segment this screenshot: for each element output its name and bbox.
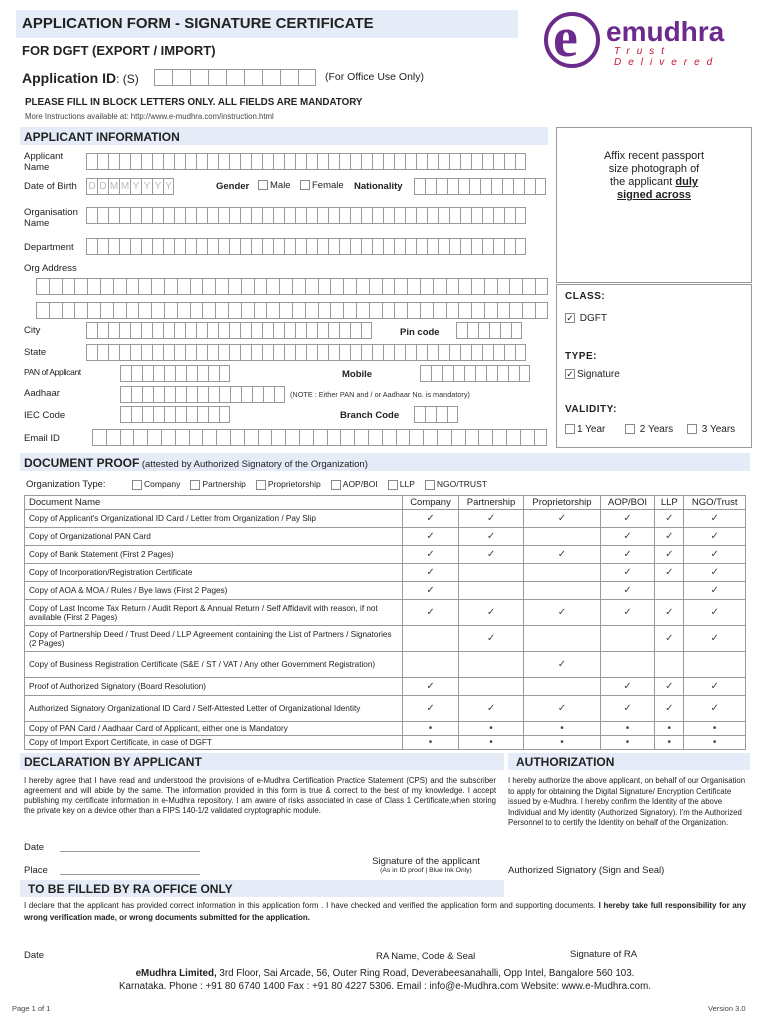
- requirement-mark: [524, 626, 601, 652]
- docproof-heading: DOCUMENT PROOF (attested by Authorized Signatory of the Organization): [24, 456, 368, 470]
- class-label: CLASS:: [565, 291, 606, 302]
- requirement-mark: ✓: [684, 626, 746, 652]
- org-type-label: NGO/TRUST: [436, 479, 487, 489]
- mobile-label: Mobile: [342, 369, 373, 380]
- requirement-mark: [655, 652, 684, 678]
- department-label: Department: [24, 242, 74, 253]
- document-name: Copy of Applicant's Organizational ID Card / Letter from Organization / Pay Slip: [25, 510, 403, 528]
- org-type-checkbox[interactable]: [256, 480, 266, 490]
- requirement-mark: ✓: [524, 600, 601, 626]
- requirement-mark: ✓: [655, 564, 684, 582]
- org-name-grid[interactable]: [86, 207, 526, 224]
- logo-tagline: Trust Delivered: [614, 46, 720, 68]
- document-name: Copy of Partnership Deed / Trust Deed / LLP Agreement containing the List of Partners / Signatories (2 Pages): [25, 626, 403, 652]
- document-name: Proof of Authorized Signatory (Board Resolution): [25, 678, 403, 696]
- type-label: TYPE:: [565, 351, 597, 362]
- ra-signature-label[interactable]: Signature of RA: [570, 949, 638, 960]
- requirement-mark: •: [655, 722, 684, 736]
- requirement-mark: •: [459, 736, 524, 750]
- document-name: Copy of Incorporation/Registration Certificate: [25, 564, 403, 582]
- requirement-mark: ✓: [600, 600, 654, 626]
- table-row: [25, 722, 746, 736]
- org-type-company[interactable]: [132, 479, 180, 490]
- male-checkbox[interactable]: [258, 180, 268, 190]
- org-type-label: AOP/BOI: [342, 479, 378, 489]
- validity-2yr[interactable]: 2 Years: [625, 424, 673, 435]
- org-type-label: Partnership: [202, 479, 246, 489]
- requirement-mark: ✓: [459, 626, 524, 652]
- nationality-label: Nationality: [354, 181, 403, 192]
- ra-name-label[interactable]: RA Name, Code & Seal: [376, 951, 476, 962]
- org-type-checkbox[interactable]: [388, 480, 398, 490]
- version-label: Version 3.0: [708, 1004, 746, 1013]
- requirement-mark: [459, 582, 524, 600]
- requirement-mark: ✓: [600, 696, 654, 722]
- requirement-mark: ✓: [600, 528, 654, 546]
- city-label: City: [24, 325, 41, 336]
- dob-cell[interactable]: Y: [130, 178, 141, 195]
- requirement-mark: ✓: [684, 564, 746, 582]
- requirement-mark: ✓: [459, 696, 524, 722]
- requirement-mark: ✓: [403, 600, 459, 626]
- org-type-proprietorship[interactable]: [256, 479, 321, 490]
- email-label: Email ID: [24, 433, 60, 444]
- org-type-label: LLP: [399, 479, 415, 489]
- ra-date-label: Date: [24, 950, 45, 961]
- requirement-mark: ✓: [459, 600, 524, 626]
- table-row: [25, 582, 746, 600]
- col-header: Proprietorship: [524, 496, 601, 510]
- authorization-heading: AUTHORIZATION: [516, 755, 615, 769]
- requirement-mark: ✓: [600, 564, 654, 582]
- requirement-mark: ✓: [684, 678, 746, 696]
- declaration-heading: DECLARATION BY APPLICANT: [24, 755, 202, 769]
- applicant-name-label: Applicant Name: [24, 151, 64, 173]
- instruction-main: PLEASE FILL IN BLOCK LETTERS ONLY. ALL FIELDS ARE MANDATORY: [25, 97, 363, 108]
- aadhaar-label: Aadhaar: [24, 388, 60, 399]
- branch-label: Branch Code: [340, 410, 400, 421]
- city-grid[interactable]: [86, 322, 372, 339]
- declaration-place-label: Place: [24, 865, 48, 876]
- requirement-mark: [459, 678, 524, 696]
- requirement-mark: ✓: [403, 528, 459, 546]
- col-header: Document Name: [25, 496, 403, 510]
- requirement-mark: ✓: [459, 510, 524, 528]
- requirement-mark: ✓: [524, 652, 601, 678]
- table-row: [25, 736, 746, 750]
- document-table: [24, 495, 746, 750]
- document-name: Copy of Bank Statement (First 2 Pages): [25, 546, 403, 564]
- requirement-mark: ✓: [403, 696, 459, 722]
- dob-cell[interactable]: Y: [163, 178, 174, 195]
- pin-grid[interactable]: [456, 322, 522, 339]
- requirement-mark: ✓: [524, 546, 601, 564]
- document-name: Copy of PAN Card / Aadhaar Card of Applicant, either one is Mandatory: [25, 722, 403, 736]
- ra-declaration-text: I declare that the applicant has provided correct information in this application form . I have checked and verified the application form and supporting documents. I hereby take full responsibility for any wrong verification made, or wrong documents submitted for the application.: [24, 901, 746, 922]
- requirement-mark: ✓: [655, 626, 684, 652]
- requirement-mark: [524, 564, 601, 582]
- col-header: AOP/BOI: [600, 496, 654, 510]
- page-number: Page 1 of 1: [12, 1004, 51, 1013]
- authorized-signatory-label[interactable]: Authorized Signatory (Sign and Seal): [508, 865, 665, 876]
- table-row: [25, 696, 746, 722]
- table-row: [25, 626, 746, 652]
- requirement-mark: ✓: [524, 696, 601, 722]
- table-row: [25, 564, 746, 582]
- requirement-mark: ✓: [403, 510, 459, 528]
- requirement-mark: •: [600, 736, 654, 750]
- org-address-label: Org Address: [24, 263, 77, 274]
- dob-cell[interactable]: M: [119, 178, 130, 195]
- gender-label: Gender: [216, 181, 250, 192]
- gender-female-option[interactable]: Female: [300, 180, 344, 191]
- requirement-mark: ✓: [684, 600, 746, 626]
- requirement-mark: ✓: [684, 528, 746, 546]
- requirement-mark: [600, 652, 654, 678]
- emudhra-logo-icon: e: [544, 12, 600, 68]
- photo-box[interactable]: Affix recent passport size photograph of the applicant duly signed across: [556, 127, 752, 283]
- logo-wordmark: emudhra: [606, 16, 725, 47]
- requirement-mark: ✓: [403, 546, 459, 564]
- instruction-link[interactable]: More Instructions available at: http://www.e-mudhra.com/instruction.html: [25, 112, 274, 121]
- dob-cell[interactable]: D: [97, 178, 108, 195]
- table-row: [25, 528, 746, 546]
- state-label: State: [24, 347, 47, 358]
- form-subtitle: FOR DGFT (EXPORT / IMPORT): [22, 43, 216, 58]
- application-id-grid[interactable]: [154, 69, 316, 86]
- state-grid[interactable]: [86, 344, 526, 361]
- nationality-grid[interactable]: [414, 178, 546, 195]
- requirement-mark: ✓: [684, 510, 746, 528]
- footer-address: eMudhra Limited, 3rd Floor, Sai Arcade, 56, Outer Ring Road, Deverabeesanahalli, Opp Intel, Bangalore 560 103. Karnataka. Phone : +91 80 6740 1400 Fax : +91 80 4227 5306. Email : info@e-Mudhra.com Website: www.e-Mudhra.com.: [118, 968, 652, 992]
- org-type-checkbox[interactable]: [425, 480, 435, 490]
- org-type-label: Organization Type:: [26, 479, 106, 490]
- requirement-mark: ✓: [655, 510, 684, 528]
- dob-grid[interactable]: [86, 178, 174, 195]
- table-row: [25, 546, 746, 564]
- validity-3yr-checkbox[interactable]: [687, 424, 697, 434]
- requirement-mark: ✓: [684, 696, 746, 722]
- requirement-mark: ✓: [655, 528, 684, 546]
- requirement-mark: ✓: [403, 582, 459, 600]
- pan-grid[interactable]: [120, 365, 230, 382]
- email-grid[interactable]: [92, 429, 547, 446]
- dob-cell[interactable]: Y: [152, 178, 163, 195]
- org-type-ngotrust[interactable]: [425, 479, 487, 490]
- iec-grid[interactable]: [120, 406, 230, 423]
- applicant-signature-area[interactable]: Signature of the applicant (As in ID proof | Blue Ink Only): [372, 856, 480, 874]
- requirement-mark: •: [655, 736, 684, 750]
- requirement-mark: ✓: [600, 582, 654, 600]
- validity-1yr[interactable]: 1 Year: [565, 424, 605, 435]
- requirement-mark: [524, 528, 601, 546]
- requirement-mark: •: [684, 736, 746, 750]
- requirement-mark: •: [524, 722, 601, 736]
- date-line[interactable]: [60, 851, 200, 852]
- requirement-mark: ✓: [600, 510, 654, 528]
- applicant-heading: APPLICANT INFORMATION: [24, 130, 180, 144]
- requirement-mark: [524, 678, 601, 696]
- pin-label: Pin code: [400, 327, 440, 338]
- place-line[interactable]: [60, 874, 200, 875]
- document-name: Copy of Import Export Certificate, in case of DGFT: [25, 736, 403, 750]
- requirement-mark: [403, 626, 459, 652]
- col-header: Company: [403, 496, 459, 510]
- office-use-note: (For Office Use Only): [325, 71, 424, 83]
- requirement-mark: [600, 626, 654, 652]
- requirement-mark: [655, 582, 684, 600]
- col-header: LLP: [655, 496, 684, 510]
- aadhaar-note: (NOTE : Either PAN and / or Aadhaar No. is mandatory): [290, 390, 470, 399]
- col-header: Partnership: [459, 496, 524, 510]
- form-title: APPLICATION FORM - SIGNATURE CERTIFICATE: [22, 15, 374, 32]
- branch-grid[interactable]: [414, 406, 458, 423]
- requirement-mark: •: [524, 736, 601, 750]
- validity-label: VALIDITY:: [565, 404, 617, 415]
- requirement-mark: [459, 564, 524, 582]
- org-name-label: Organisation Name: [24, 207, 78, 229]
- address-grid-2[interactable]: [36, 302, 548, 319]
- application-id-label: Application ID: (S): [22, 70, 139, 86]
- org-type-aopboi[interactable]: [331, 479, 378, 490]
- org-type-options: [132, 479, 487, 490]
- document-name: Copy of Business Registration Certificate (S&E / ST / VAT / Any other Government Registration): [25, 652, 403, 678]
- class-dgft-option[interactable]: ✓ DGFT: [566, 313, 607, 324]
- class-box: [556, 284, 752, 448]
- requirement-mark: ✓: [600, 546, 654, 564]
- requirement-mark: ✓: [600, 678, 654, 696]
- table-row: [25, 652, 746, 678]
- requirement-mark: ✓: [655, 678, 684, 696]
- table-row: [25, 678, 746, 696]
- validity-2yr-checkbox[interactable]: [625, 424, 635, 434]
- dob-cell[interactable]: D: [86, 178, 97, 195]
- col-header: NGO/Trust: [684, 496, 746, 510]
- requirement-mark: ✓: [459, 528, 524, 546]
- authorization-text: I hereby authorize the above applicant, on behalf of our Organisation to apply for obtaining the Digital Signature/ Encryption Certificate issued by e-Mudhra. I hereby confirm the Identity of the above Individual and My identity (Authorized Signatory). I'm the Authorized Personnel to to certify the Identity on behalf of the Organization.: [508, 776, 746, 827]
- requirement-mark: ✓: [403, 564, 459, 582]
- requirement-mark: ✓: [684, 546, 746, 564]
- declaration-text: I hereby agree that I have read and understood the provisions of e-Mudhra Certification Practice Statement (CPS) and the subscriber agreement and will abide by the same. The information provided in this form is true & correct to the best of my knowledge. I accept publishing my certificate information in e-Mudhra repository. I am aware of risks associated in case of Class 1 Certificate,when storing the private key on a device other than a FIPS 140-1/2 validated cryptographic module.: [24, 776, 496, 815]
- org-type-checkbox[interactable]: [331, 480, 341, 490]
- requirement-mark: ✓: [524, 510, 601, 528]
- table-row: [25, 600, 746, 626]
- document-name: Copy of Organizational PAN Card: [25, 528, 403, 546]
- document-name: Authorized Signatory Organizational ID Card / Self-Attested Letter of Organizational Identity: [25, 696, 403, 722]
- ra-heading: TO BE FILLED BY RA OFFICE ONLY: [28, 882, 233, 896]
- requirement-mark: ✓: [684, 582, 746, 600]
- requirement-mark: [524, 582, 601, 600]
- requirement-mark: [403, 652, 459, 678]
- dgft-checkbox[interactable]: ✓: [566, 313, 574, 324]
- requirement-mark: •: [459, 722, 524, 736]
- department-grid[interactable]: [86, 238, 526, 255]
- requirement-mark: •: [600, 722, 654, 736]
- requirement-mark: •: [684, 722, 746, 736]
- document-name: Copy of AOA & MOA / Rules / Bye laws (First 2 Pages): [25, 582, 403, 600]
- validity-1yr-checkbox[interactable]: [565, 424, 575, 434]
- gender-male-option[interactable]: Male: [258, 180, 291, 191]
- validity-3yr[interactable]: 3 Years: [687, 424, 735, 435]
- requirement-mark: ✓: [655, 546, 684, 564]
- org-type-llp[interactable]: [388, 479, 415, 490]
- org-type-checkbox[interactable]: [190, 480, 200, 490]
- table-row: [25, 510, 746, 528]
- org-type-label: Company: [144, 479, 181, 489]
- org-type-partnership[interactable]: [190, 479, 245, 490]
- org-type-label: Proprietorship: [267, 479, 321, 489]
- requirement-mark: ✓: [655, 600, 684, 626]
- mobile-grid[interactable]: [420, 365, 530, 382]
- female-checkbox[interactable]: [300, 180, 310, 190]
- requirement-mark: ✓: [403, 678, 459, 696]
- address-grid-1[interactable]: [36, 278, 548, 295]
- requirement-mark: ✓: [655, 696, 684, 722]
- document-name: Copy of Last Income Tax Return / Audit Report & Annual Return / Self Affidavit with reason, if not available (First 2 Pages): [25, 600, 403, 626]
- iec-label: IEC Code: [24, 410, 66, 421]
- aadhaar-grid[interactable]: [120, 386, 285, 403]
- dob-cell[interactable]: Y: [141, 178, 152, 195]
- type-signature-option[interactable]: ✓ Signature: [566, 369, 620, 380]
- requirement-mark: •: [403, 736, 459, 750]
- requirement-mark: [684, 652, 746, 678]
- requirement-mark: ✓: [459, 546, 524, 564]
- signature-checkbox[interactable]: ✓: [566, 369, 574, 380]
- org-type-checkbox[interactable]: [132, 480, 142, 490]
- applicant-name-grid[interactable]: [86, 153, 526, 170]
- declaration-date-label: Date: [24, 842, 45, 853]
- dob-cell[interactable]: M: [108, 178, 119, 195]
- requirement-mark: [459, 652, 524, 678]
- dob-label: Date of Birth: [24, 181, 77, 192]
- requirement-mark: •: [403, 722, 459, 736]
- pan-label: PAN of Applicant: [24, 367, 81, 377]
